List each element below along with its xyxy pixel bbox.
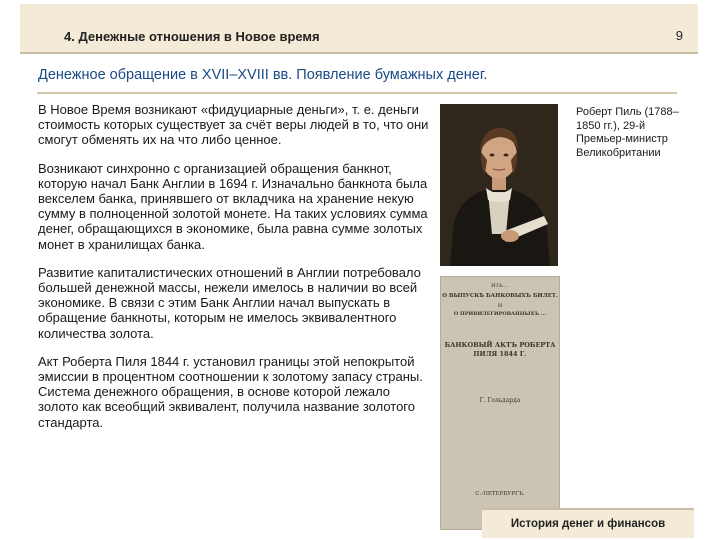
- robert-peel-portrait: [440, 104, 558, 266]
- header-bar: [20, 4, 698, 54]
- pamphlet-text: ИЗЪ ...: [491, 283, 509, 289]
- paragraph: В Новое Время возникают «фидуциарные деньги», т. е. деньги стоимость которых существует за счёт веры людей в то, что они смогут обменять их на что либо ценное.: [38, 102, 429, 148]
- pamphlet-text: БАНКОВЫЙ АКТЪ РОБЕРТА ПИЛЯ 1844 Г.: [444, 341, 556, 358]
- portrait-image: [440, 104, 558, 266]
- section-subtitle: Денежное обращение в XVII–XVIII вв. Появление бумажных денег.: [38, 67, 488, 83]
- pamphlet-text: О ПРИВИЛЕГИРОВАННЫХЪ ...: [453, 311, 547, 317]
- divider: [37, 92, 677, 94]
- body-text: [38, 102, 430, 443]
- footer-label: История денег и финансов: [482, 508, 694, 538]
- paragraph: Акт Роберта Пиля 1844 г. установил границы этой непокрытой эмиссии в процентном соотношении к золотому запасу страны. Система денежного обращения, в основе которой лежало золото как всеобщий эквивалент, получила название золотого стандарта.: [38, 353, 423, 430]
- pamphlet-text: Г. Гольдарда: [479, 397, 521, 404]
- portrait-caption: Роберт Пиль (1788–1850 гг.), 29-й Премьер-министр Великобритании: [576, 106, 679, 159]
- paragraph: Развитие капиталистических отношений в Англии потребовало большей денежной массы, нежели имелось в наличии во всей экономике. В связи с этим Банк Англии начал выпускать в обращение банкноты, которым не имелось эквивалентного количества золота.: [38, 264, 421, 341]
- pamphlet-text: С.-ПЕТЕРБУРГЪ.: [475, 491, 525, 497]
- paragraph: Возникают синхронно с организацией обращения банкнот, которую начал Банк Англии в 1694 г. Изначально банкнота была векселем банка, принявшего от вкладчика на хранение некую сумму в полноценной золотой монете. На таких условиях сумма денег, обращающихся в экономике, была равна сумме золотых монет в хранилищах банка.: [38, 160, 428, 252]
- banking-act-pamphlet-image: [440, 276, 560, 530]
- page-number: 9: [675, 28, 683, 43]
- pamphlet-text: О ВЫПУСКѢ БАНКОВЫХЪ БИЛЕТ.: [442, 293, 558, 299]
- pamphlet-text: И: [497, 303, 503, 309]
- slide-title: 4. Денежные отношения в Новое время: [64, 29, 320, 44]
